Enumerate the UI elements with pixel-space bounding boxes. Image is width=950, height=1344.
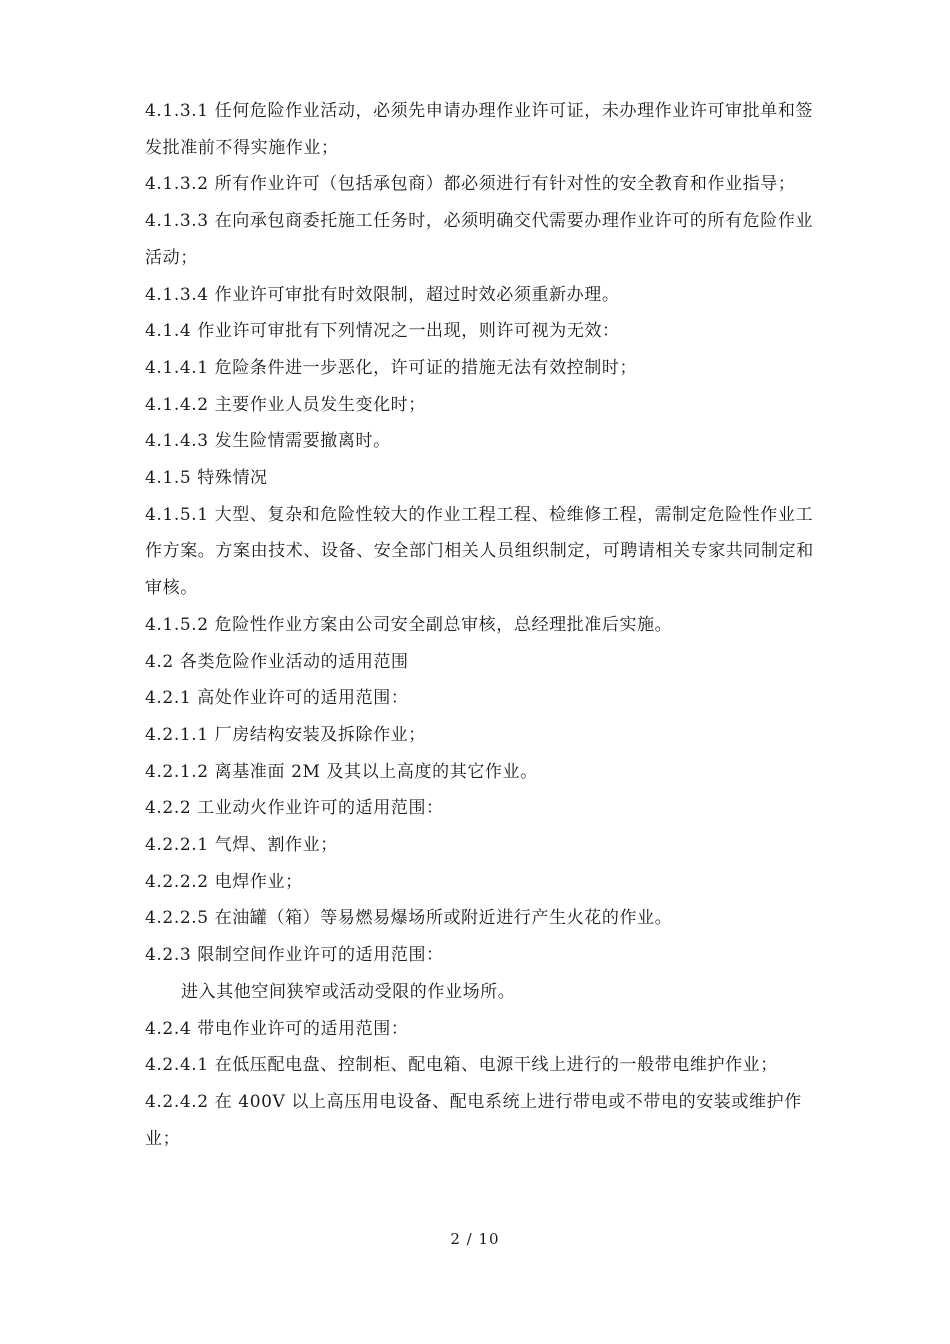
paragraph-4-2: 4.2 各类危险作业活动的适用范围 xyxy=(145,651,409,672)
paragraph-4-2-2-5: 4.2.2.5 在油罐（箱）等易燃易爆场所或附近进行产生火花的作业。 xyxy=(145,908,673,929)
page-number: 2 / 10 xyxy=(450,1230,500,1248)
paragraph-4-2-1: 4.2.1 高处作业许可的适用范围： xyxy=(145,688,409,709)
paragraph-4-2-4-1: 4.2.4.1 在低压配电盘、控制柜、配电箱、电源干线上进行的一般带电维护作业； xyxy=(145,1055,778,1076)
paragraph-4-1-3-2: 4.1.3.2 所有作业许可（包括承包商）都必须进行有针对性的安全教育和作业指导； xyxy=(145,174,796,195)
paragraph-4-1-5-2: 4.1.5.2 危险性作业方案由公司安全副总审核，总经理批准后实施。 xyxy=(145,614,673,635)
paragraph-4-1-4: 4.1.4 作业许可审批有下列情况之一出现，则许可视为无效： xyxy=(145,321,620,342)
paragraph-4-1-4-2: 4.1.4.2 主要作业人员发生变化时； xyxy=(145,394,426,415)
paragraph-4-2-2-2: 4.2.2.2 电焊作业； xyxy=(145,871,303,892)
paragraph-4-1-4-3: 4.1.4.3 发生险情需要撤离时。 xyxy=(145,431,391,452)
paragraph-4-2-4-2: 4.2.4.2 在 400V 以上高压用电设备、配电系统上进行带电或不带电的安装或维护作业； xyxy=(145,1091,802,1149)
document-body xyxy=(145,93,817,1157)
paragraph-4-1-3-4: 4.1.3.4 作业许可审批有时效限制，超过时效必须重新办理。 xyxy=(145,284,620,305)
paragraph-4-2-4: 4.2.4 带电作业许可的适用范围： xyxy=(145,1018,409,1039)
paragraph-4-2-1-1: 4.2.1.1 厂房结构安装及拆除作业； xyxy=(145,724,426,745)
paragraph-4-1-4-1: 4.1.4.1 危险条件进一步恶化，许可证的措施无法有效控制时； xyxy=(145,357,638,378)
paragraph-4-1-3-1: 4.1.3.1 任何危险作业活动，必须先申请办理作业许可证，未办理作业许可审批单和签发批准前不得实施作业； xyxy=(145,101,814,158)
paragraph-4-2-2: 4.2.2 工业动火作业许可的适用范围： xyxy=(145,798,444,819)
paragraph-4-2-1-2: 4.2.1.2 离基准面 2M 及其以上高度的其它作业。 xyxy=(145,761,538,782)
paragraph-4-2-3: 4.2.3 限制空间作业许可的适用范围： xyxy=(145,945,444,966)
paragraph-4-2-3-body: 进入其他空间狭窄或活动受限的作业场所。 xyxy=(181,981,516,1002)
paragraph-4-2-2-1: 4.2.2.1 气焊、割作业； xyxy=(145,835,338,856)
paragraph-4-1-5-1: 4.1.5.1 大型、复杂和危险性较大的作业工程工程、检维修工程，需制定危险性作业工作方案。方案由技术、设备、安全部门相关人员组织制定，可聘请相关专家共同制定和审核。 xyxy=(145,504,814,599)
paragraph-4-1-3-3: 4.1.3.3 在向承包商委托施工任务时，必须明确交代需要办理作业许可的所有危险作业活动； xyxy=(145,211,814,268)
paragraph-4-1-5: 4.1.5 特殊情况 xyxy=(145,468,268,489)
